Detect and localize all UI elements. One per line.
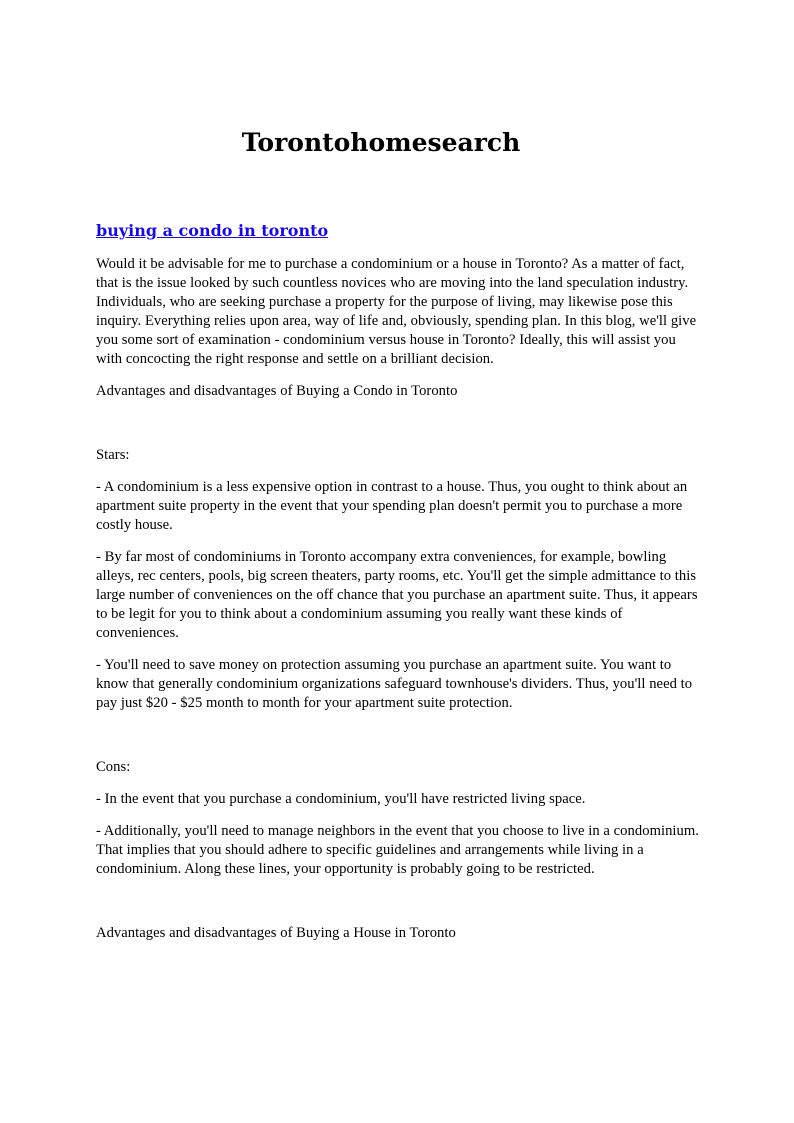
article-heading bbox=[96, 220, 701, 242]
article-heading-link[interactable]: buying a condo in toronto bbox=[96, 221, 329, 240]
star-item: - By far most of condominiums in Toronto accompany extra conveniences, for example, bowling alleys, rec centers, pools, big screen theaters, party rooms, etc. You'll get the simple admittance to this large number of conveniences on the off chance that you purchase an apartment suite. Thus, it appears to be legit for you to think about a condominium assuming you really want these kinds of conveniences. bbox=[96, 549, 698, 641]
cons-label: Cons: bbox=[96, 759, 131, 775]
article-body bbox=[96, 220, 701, 956]
con-item: - In the event that you purchase a condominium, you'll have restricted living space. bbox=[96, 791, 586, 807]
spacer bbox=[96, 726, 701, 758]
house-section-heading: Advantages and disadvantages of Buying a House in Toronto bbox=[96, 925, 456, 941]
intro-paragraph: Would it be advisable for me to purchase a condominium or a house in Toronto? As a matter of fact, that is the issue looked by such countless novices who are moving into the land speculation industry. Individuals, who are seeking purchase a property for the purpose of living, may likewise pose this inquiry. Everything relies upon area, way of life and, obviously, spending plan. In this blog, we'll give you some sort of examination - condominium versus house in Toronto? Ideally, this will assist you with concocting the right response and settle on a brilliant decision. bbox=[96, 256, 697, 367]
con-item: - Additionally, you'll need to manage neighbors in the event that you choose to live in a condominium. That implies that you should adhere to specific guidelines and arrangements while living in a condominium. Along these lines, your opportunity is probably going to be restricted. bbox=[96, 823, 699, 877]
spacer bbox=[96, 892, 701, 924]
stars-label: Stars: bbox=[96, 447, 130, 463]
condo-section-heading: Advantages and disadvantages of Buying a Condo in Toronto bbox=[96, 383, 458, 399]
star-item: - You'll need to save money on protection assuming you purchase an apartment suite. You want to know that generally condominium organizations safeguard townhouse's dividers. Thus, you'll need to pay just $20 - $25 month to month for your apartment suite protection. bbox=[96, 657, 693, 711]
star-item: - A condominium is a less expensive option in contrast to a house. Thus, you ought to think about an apartment suite property in the event that your spending plan doesn't permit you to purchase a more costly house. bbox=[96, 479, 688, 533]
page-title: Torontohomesearch bbox=[241, 128, 521, 157]
spacer bbox=[96, 414, 701, 446]
